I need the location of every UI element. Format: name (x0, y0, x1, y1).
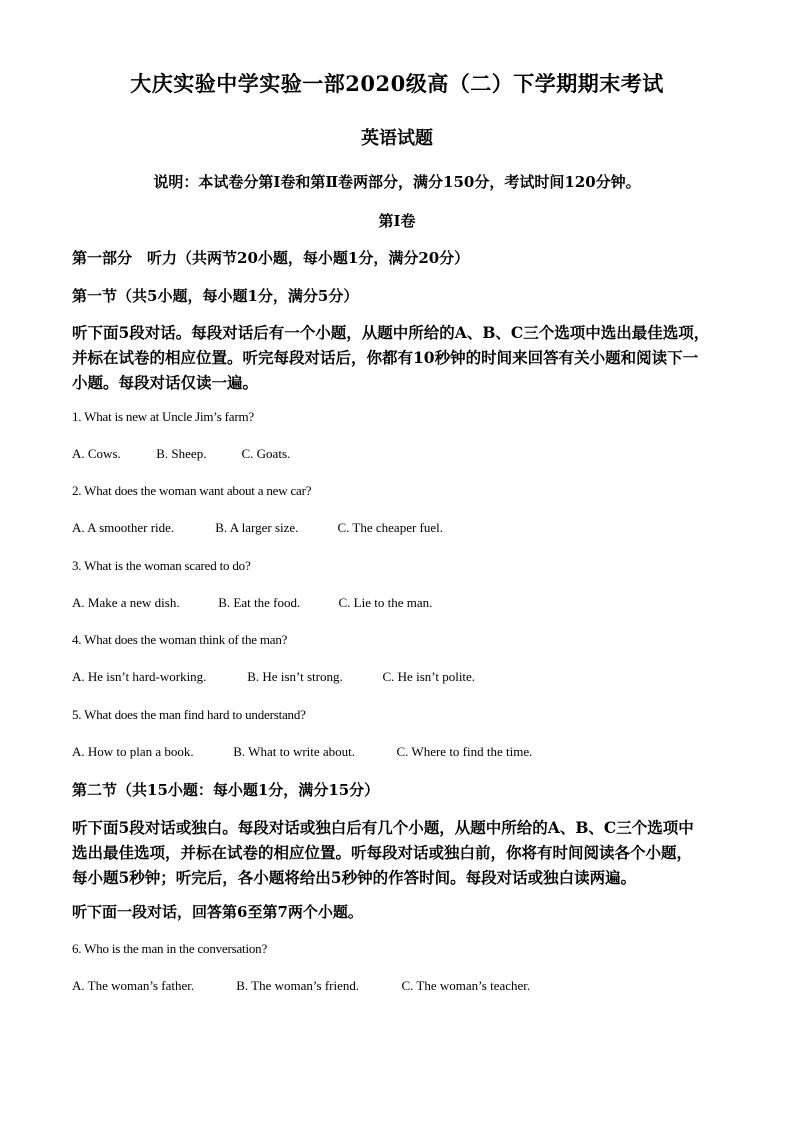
option-b: B. Sheep. (156, 446, 207, 461)
option-c: C. He isn’t polite. (382, 669, 476, 684)
option-a: A. A smoother ride. (72, 520, 175, 535)
question-5-options (72, 744, 532, 760)
dialogue-intro: 听下面一段对话，回答第6至第7两个小题。 (72, 903, 363, 921)
question-6-stem: 6. Who is the man in the conversation? (72, 941, 268, 956)
instruction-line: 听下面5段对话。每段对话后有一个小题，从题中所给的A、B、C三个选项中选出最佳选项， (72, 323, 710, 342)
exam-subtitle: 英语试题 (361, 128, 433, 149)
instruction-line: 并标在试卷的相应位置。听完每段对话后，你都有10秒钟的时间来回答有关小题和阅读下一 (72, 348, 699, 367)
question-2-options (72, 520, 443, 536)
option-b: B. What to write about. (233, 744, 356, 759)
instruction-line: 小题。每段对话仅读一遍。 (72, 373, 259, 392)
section2-instructions (72, 815, 728, 890)
exam-note: 说明：本试卷分第Ⅰ卷和第Ⅱ卷两部分，满分150分，考试时间120分钟。 (153, 173, 641, 191)
question-5-stem: 5. What does the man find hard to understand? (72, 707, 306, 722)
option-b: B. He isn’t strong. (247, 669, 343, 684)
question-3-stem: 3. What is the woman scared to do? (72, 558, 251, 573)
option-a: A. He isn’t hard-working. (72, 669, 207, 684)
option-c: C. Where to find the time. (396, 744, 533, 759)
option-b: B. Eat the food. (218, 595, 301, 610)
option-c: C. The cheaper fuel. (337, 520, 444, 535)
question-4-options (72, 669, 475, 685)
question-2-stem: 2. What does the woman want about a new car? (72, 483, 312, 498)
question-4-stem: 4. What does the woman think of the man? (72, 632, 288, 647)
instruction-line: 每小题5秒钟；听完后，各小题将给出5秒钟的作答时间。每段对话或独白读两遍。 (72, 868, 637, 887)
instruction-line: 听下面5段对话或独白。每段对话或独白后有几个小题，从题中所给的A、B、C三个选项中 (72, 818, 694, 837)
question-6-options (72, 978, 530, 994)
section1-heading: 第一节（共5小题，每小题1分，满分5分） (72, 287, 359, 305)
option-a: A. How to plan a book. (72, 744, 194, 759)
option-b: B. A larger size. (215, 520, 299, 535)
volume-heading: 第Ⅰ卷 (378, 212, 416, 230)
option-c: C. Lie to the man. (338, 595, 433, 610)
option-c: C. The woman’s teacher. (401, 978, 531, 993)
section2-heading: 第二节（共15小题：每小题1分，满分15分） (72, 781, 380, 799)
question-1-stem: 1. What is new at Uncle Jim’s farm? (72, 409, 254, 424)
question-3-options (72, 595, 432, 611)
option-a: A. Make a new dish. (72, 595, 180, 610)
exam-title: 大庆实验中学实验一部2020级高（二）下学期期末考试 (130, 71, 664, 96)
part1-heading: 第一部分 听力（共两节20小题，每小题1分，满分20分） (72, 249, 470, 267)
section1-instructions (72, 320, 728, 395)
option-a: A. Cows. (72, 446, 121, 461)
option-b: B. The woman’s friend. (236, 978, 360, 993)
question-1-options (72, 446, 290, 462)
option-a: A. The woman’s father. (72, 978, 195, 993)
option-c: C. Goats. (241, 446, 291, 461)
instruction-line: 选出最佳选项，并标在试卷的相应位置。听每段对话或独白前，你将有时间阅读各个小题， (72, 843, 693, 862)
